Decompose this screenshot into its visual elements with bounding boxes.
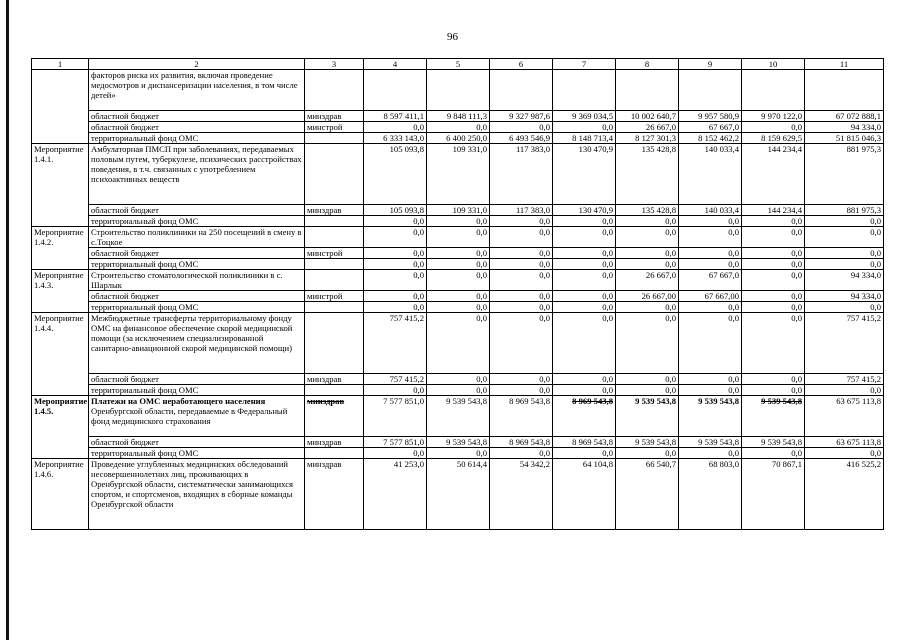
value-cell: 0,0 <box>427 448 490 459</box>
value-cell: 0,0 <box>679 259 742 270</box>
value-cell: 0,0 <box>616 302 679 313</box>
value-cell: 0,0 <box>427 302 490 313</box>
executor-cell: минздрав <box>305 374 364 385</box>
measure-code: Мероприятие 1.4.2. <box>32 227 89 270</box>
value-cell: 0,0 <box>490 227 553 248</box>
program-funding-table <box>31 58 884 530</box>
value-cell: 6 333 143,0 <box>364 133 427 144</box>
column-number: 3 <box>305 59 364 70</box>
source-row <box>32 248 884 259</box>
executor-cell <box>305 385 364 396</box>
value-cell: 8 597 411,1 <box>364 111 427 122</box>
executor-cell <box>305 313 364 374</box>
value-cell: 0,0 <box>553 248 616 259</box>
executor-cell <box>305 133 364 144</box>
value-cell: 0,0 <box>616 385 679 396</box>
value-cell: 0,0 <box>742 374 805 385</box>
value-cell: 0,0 <box>427 216 490 227</box>
value-cell: 0,0 <box>805 216 884 227</box>
value-cell: 0,0 <box>490 313 553 374</box>
value-cell: 9 369 034,5 <box>553 111 616 122</box>
value-cell: 0,0 <box>553 291 616 302</box>
value-cell: 7 577 851,0 <box>364 396 427 437</box>
value-cell: 0,0 <box>616 313 679 374</box>
executor-cell <box>305 302 364 313</box>
value-cell: 0,0 <box>742 385 805 396</box>
empty-cell <box>553 70 616 111</box>
source-row <box>32 216 884 227</box>
measure-code: Мероприятие 1.4.3. <box>32 270 89 313</box>
description-text: Оренбургской области, передаваемые в Федеральный фонд медицинского страхования <box>91 406 288 426</box>
value-cell: 0,0 <box>490 216 553 227</box>
value-cell: 26 667,0 <box>616 122 679 133</box>
executor-cell: минстрой <box>305 291 364 302</box>
continuation-row <box>32 70 884 111</box>
column-number: 11 <box>805 59 884 70</box>
value-cell: 9 848 111,3 <box>427 111 490 122</box>
value-cell: 64 104,8 <box>553 459 616 530</box>
source-row <box>32 111 884 122</box>
value-cell: 0,0 <box>364 227 427 248</box>
value-cell: 9 539 543,8 <box>616 396 679 437</box>
column-number: 8 <box>616 59 679 70</box>
value-cell: 0,0 <box>490 385 553 396</box>
value-cell: 0,0 <box>364 270 427 291</box>
measure-row <box>32 227 884 248</box>
value-cell: 105 093,8 <box>364 205 427 216</box>
value-cell: 144 234,4 <box>742 144 805 205</box>
value-cell: 757 415,2 <box>805 374 884 385</box>
value-cell: 9 539 543,8 <box>427 437 490 448</box>
value-cell: 63 675 113,8 <box>805 437 884 448</box>
measure-description: Строительство поликлиники на 250 посещений в смену в с.Тоцкое <box>89 227 305 248</box>
value-cell: 0,0 <box>427 313 490 374</box>
value-cell: 0,0 <box>742 259 805 270</box>
measure-description: Межбюджетные трансферты территориальному фонду ОМС на финансовое обеспечение скорой медицинской помощи (за исключением специализированной санитарно-авиационной скорой медицинской помощи) <box>89 313 305 374</box>
source-label: областной бюджет <box>89 205 305 216</box>
source-label: территориальный фонд ОМС <box>89 302 305 313</box>
value-cell: 0,0 <box>553 385 616 396</box>
value-cell: 0,0 <box>364 248 427 259</box>
value-cell: 0,0 <box>364 259 427 270</box>
value-cell: 54 342,2 <box>490 459 553 530</box>
executor-cell: минстрой <box>305 122 364 133</box>
value-cell: 8 969 543,8 <box>553 396 616 437</box>
value-cell: 0,0 <box>679 216 742 227</box>
value-cell: 0,0 <box>427 259 490 270</box>
value-cell: 9 539 543,8 <box>427 396 490 437</box>
value-cell: 0,0 <box>742 248 805 259</box>
value-cell: 9 539 543,8 <box>679 437 742 448</box>
source-row <box>32 133 884 144</box>
value-cell: 63 675 113,8 <box>805 396 884 437</box>
executor-cell: минздрав <box>305 205 364 216</box>
source-row <box>32 259 884 270</box>
executor-cell <box>305 259 364 270</box>
value-cell: 0,0 <box>553 374 616 385</box>
source-label: областной бюджет <box>89 437 305 448</box>
value-cell: 8 152 462,2 <box>679 133 742 144</box>
value-cell: 0,0 <box>616 248 679 259</box>
source-row <box>32 385 884 396</box>
source-label: территориальный фонд ОМС <box>89 259 305 270</box>
value-cell: 0,0 <box>490 248 553 259</box>
executor-cell: минздрав <box>305 111 364 122</box>
value-cell: 0,0 <box>490 259 553 270</box>
value-cell: 0,0 <box>364 448 427 459</box>
value-cell: 0,0 <box>553 270 616 291</box>
value-cell: 0,0 <box>616 227 679 248</box>
source-label: территориальный фонд ОМС <box>89 448 305 459</box>
value-cell: 881 975,3 <box>805 205 884 216</box>
column-number: 10 <box>742 59 805 70</box>
value-cell: 9 539 543,8 <box>742 437 805 448</box>
value-cell: 0,0 <box>679 248 742 259</box>
value-cell: 135 428,8 <box>616 144 679 205</box>
source-row <box>32 374 884 385</box>
measure-code <box>32 396 89 459</box>
column-number: 6 <box>490 59 553 70</box>
value-cell: 0,0 <box>490 374 553 385</box>
executor-cell: минстрой <box>305 248 364 259</box>
empty-cell <box>305 70 364 111</box>
value-cell: 117 383,0 <box>490 144 553 205</box>
value-cell: 0,0 <box>427 248 490 259</box>
source-label: областной бюджет <box>89 122 305 133</box>
value-cell: 41 253,0 <box>364 459 427 530</box>
value-cell: 0,0 <box>805 302 884 313</box>
executor-cell <box>305 227 364 248</box>
value-cell: 140 033,4 <box>679 144 742 205</box>
measure-description <box>89 396 305 437</box>
value-cell: 67 667,0 <box>679 270 742 291</box>
value-cell: 66 540,7 <box>616 459 679 530</box>
value-cell: 135 428,8 <box>616 205 679 216</box>
value-cell: 0,0 <box>553 302 616 313</box>
value-cell: 0,0 <box>805 259 884 270</box>
value-cell: 70 867,1 <box>742 459 805 530</box>
description-edited-text: Платежи на ОМС неработающего населения <box>91 396 266 406</box>
code-cell <box>32 70 89 144</box>
value-cell: 0,0 <box>427 291 490 302</box>
executor-cell <box>305 270 364 291</box>
measure-row <box>32 396 884 437</box>
value-cell: 130 470,9 <box>553 205 616 216</box>
value-cell: 9 539 543,8 <box>679 396 742 437</box>
value-cell: 0,0 <box>742 227 805 248</box>
value-cell: 6 400 250,0 <box>427 133 490 144</box>
value-cell: 0,0 <box>679 302 742 313</box>
empty-cell <box>742 70 805 111</box>
value-cell: 26 667,0 <box>616 270 679 291</box>
value-cell: 9 970 122,0 <box>742 111 805 122</box>
empty-cell <box>490 70 553 111</box>
value-cell: 51 815 046,3 <box>805 133 884 144</box>
measure-code: Мероприятие 1.4.6. <box>32 459 89 530</box>
value-cell: 0,0 <box>742 313 805 374</box>
value-cell: 0,0 <box>679 448 742 459</box>
value-cell: 117 383,0 <box>490 205 553 216</box>
value-cell: 144 234,4 <box>742 205 805 216</box>
value-cell: 757 415,2 <box>805 313 884 374</box>
executor-cell: минздрав <box>305 459 364 530</box>
value-cell: 0,0 <box>742 216 805 227</box>
value-cell: 0,0 <box>616 259 679 270</box>
value-cell: 757 415,2 <box>364 313 427 374</box>
value-cell: 0,0 <box>490 270 553 291</box>
value-cell: 757 415,2 <box>364 374 427 385</box>
value-cell: 68 803,0 <box>679 459 742 530</box>
value-cell: 8 969 543,8 <box>490 437 553 448</box>
value-cell: 0,0 <box>364 122 427 133</box>
source-row <box>32 291 884 302</box>
measure-row <box>32 270 884 291</box>
value-cell: 0,0 <box>490 448 553 459</box>
executor-cell <box>305 144 364 205</box>
value-cell: 0,0 <box>364 216 427 227</box>
value-cell: 0,0 <box>616 216 679 227</box>
value-cell: 0,0 <box>679 374 742 385</box>
value-cell: 6 493 546,9 <box>490 133 553 144</box>
source-label: областной бюджет <box>89 374 305 385</box>
value-cell: 0,0 <box>364 302 427 313</box>
empty-cell <box>805 70 884 111</box>
column-number: 9 <box>679 59 742 70</box>
measure-row <box>32 313 884 374</box>
value-cell: 94 334,0 <box>805 291 884 302</box>
source-label: областной бюджет <box>89 111 305 122</box>
value-cell: 9 957 580,9 <box>679 111 742 122</box>
value-cell: 7 577 851,0 <box>364 437 427 448</box>
value-cell: 105 093,8 <box>364 144 427 205</box>
source-label: областной бюджет <box>89 291 305 302</box>
margin-bar <box>6 0 9 640</box>
value-cell: 0,0 <box>427 385 490 396</box>
value-cell: 94 334,0 <box>805 122 884 133</box>
value-cell: 0,0 <box>427 270 490 291</box>
value-cell: 9 539 543,8 <box>742 396 805 437</box>
source-row <box>32 437 884 448</box>
value-cell: 0,0 <box>616 448 679 459</box>
value-cell: 8 159 629,5 <box>742 133 805 144</box>
value-cell: 8 969 543,8 <box>490 396 553 437</box>
value-cell: 0,0 <box>679 227 742 248</box>
value-cell: 0,0 <box>553 259 616 270</box>
value-cell: 0,0 <box>427 227 490 248</box>
value-cell: 0,0 <box>553 227 616 248</box>
value-cell: 8 127 301,3 <box>616 133 679 144</box>
column-number: 5 <box>427 59 490 70</box>
column-number: 2 <box>89 59 305 70</box>
measure-description: Проведение углубленных медицинских обследований несовершеннолетних лиц, проживающих в Оренбургской области, систематически занимающихся спортом, и спортсменов, входящих в сборные команды Оренбургской области <box>89 459 305 530</box>
executor-cell: минздрав <box>305 396 364 437</box>
value-cell: 94 334,0 <box>805 270 884 291</box>
measure-description: Строительство стоматологической поликлиники в с. Шарлык <box>89 270 305 291</box>
source-label: территориальный фонд ОМС <box>89 216 305 227</box>
value-cell: 0,0 <box>742 122 805 133</box>
value-cell: 0,0 <box>553 448 616 459</box>
empty-cell <box>679 70 742 111</box>
value-cell: 140 033,4 <box>679 205 742 216</box>
measure-row <box>32 459 884 530</box>
value-cell: 0,0 <box>553 216 616 227</box>
executor-cell <box>305 448 364 459</box>
measure-row <box>32 144 884 205</box>
value-cell: 0,0 <box>490 291 553 302</box>
value-cell: 9 539 543,8 <box>616 437 679 448</box>
value-cell: 67 667,00 <box>679 291 742 302</box>
measure-code-text: Мероприятие 1.4.5. <box>34 396 88 416</box>
value-cell: 0,0 <box>742 302 805 313</box>
measure-description: Амбулаторная ПМСП при заболеваниях, передаваемых половым путем, туберкулезе, психических расстройствах поведения, в т.ч. связанных с употреблением психоактивных веществ <box>89 144 305 205</box>
value-cell: 0,0 <box>742 270 805 291</box>
value-cell: 0,0 <box>805 385 884 396</box>
column-number: 1 <box>32 59 89 70</box>
value-cell: 0,0 <box>805 448 884 459</box>
column-number: 7 <box>553 59 616 70</box>
description-cell: факторов риска их развития, включая проведение медосмотров и диспансеризации населения, в том числе детей» <box>89 70 305 111</box>
header-row <box>32 59 884 70</box>
value-cell: 0,0 <box>490 122 553 133</box>
empty-cell <box>364 70 427 111</box>
value-cell: 0,0 <box>427 122 490 133</box>
value-cell: 8 148 713,4 <box>553 133 616 144</box>
value-cell: 67 072 888,1 <box>805 111 884 122</box>
source-row <box>32 122 884 133</box>
empty-cell <box>616 70 679 111</box>
empty-cell <box>427 70 490 111</box>
value-cell: 67 667,0 <box>679 122 742 133</box>
measure-code: Мероприятие 1.4.1. <box>32 144 89 227</box>
source-label: территориальный фонд ОМС <box>89 385 305 396</box>
value-cell: 130 470,9 <box>553 144 616 205</box>
value-cell: 0,0 <box>364 291 427 302</box>
executor-cell <box>305 216 364 227</box>
source-row <box>32 302 884 313</box>
value-cell: 109 331,0 <box>427 205 490 216</box>
value-cell: 0,0 <box>805 248 884 259</box>
value-cell: 0,0 <box>805 227 884 248</box>
value-cell: 0,0 <box>742 291 805 302</box>
value-cell: 0,0 <box>427 374 490 385</box>
source-label: территориальный фонд ОМС <box>89 133 305 144</box>
source-label: областной бюджет <box>89 248 305 259</box>
table-body <box>32 59 884 530</box>
value-cell: 416 525,2 <box>805 459 884 530</box>
source-row <box>32 448 884 459</box>
executor-cell: минздрав <box>305 437 364 448</box>
value-cell: 0,0 <box>490 302 553 313</box>
page-number: 96 <box>447 31 458 43</box>
value-cell: 9 327 987,6 <box>490 111 553 122</box>
value-cell: 8 969 543,8 <box>553 437 616 448</box>
value-cell: 10 002 640,7 <box>616 111 679 122</box>
value-cell: 0,0 <box>742 448 805 459</box>
value-cell: 0,0 <box>616 374 679 385</box>
value-cell: 0,0 <box>364 385 427 396</box>
value-cell: 0,0 <box>679 385 742 396</box>
value-cell: 0,0 <box>553 313 616 374</box>
value-cell: 0,0 <box>553 122 616 133</box>
value-cell: 50 614,4 <box>427 459 490 530</box>
source-row <box>32 205 884 216</box>
column-number: 4 <box>364 59 427 70</box>
value-cell: 109 331,0 <box>427 144 490 205</box>
value-cell: 26 667,00 <box>616 291 679 302</box>
value-cell: 881 975,3 <box>805 144 884 205</box>
measure-code: Мероприятие 1.4.4. <box>32 313 89 396</box>
value-cell: 0,0 <box>679 313 742 374</box>
